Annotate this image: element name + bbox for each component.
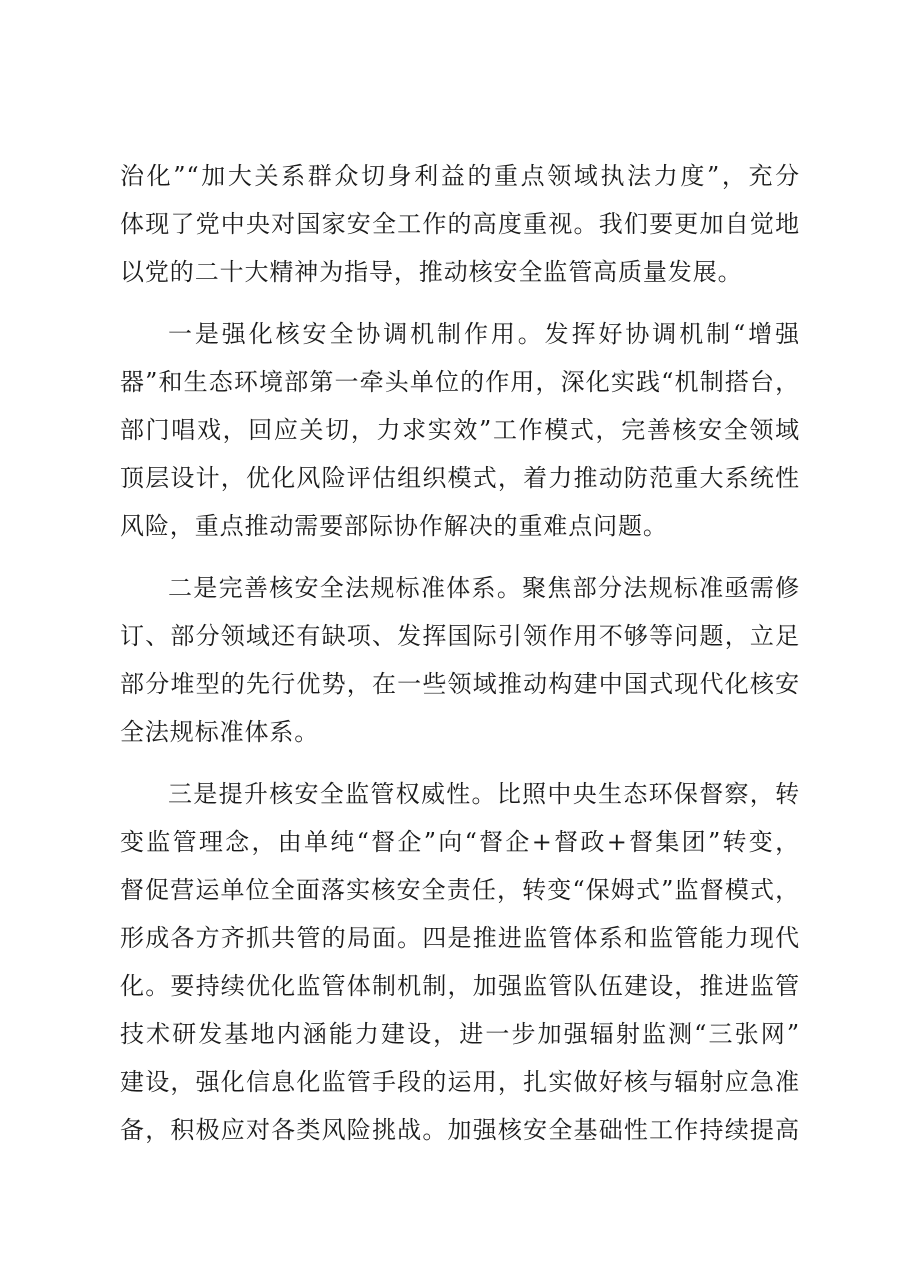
text-line: 器”和生态环境部第一牵头单位的作用，深化实践“机制搭台， [120, 368, 800, 396]
paragraph-coordination-mechanism [120, 310, 800, 550]
text-line: 三是提升核安全监管权威性。比照中央生态环保督察，转 [168, 780, 800, 808]
text-line: 治化”“加大关系群众切身利益的重点领域执法力度”，充分 [120, 162, 800, 190]
text-line: 体现了党中央对国家安全工作的高度重视。我们要更加自觉地 [120, 210, 800, 238]
document-body [120, 152, 800, 1168]
text-line: 化。要持续优化监管体制机制，加强监管队伍建设，推进监管 [120, 972, 800, 1000]
paragraph-supervision-authority [120, 770, 800, 1154]
text-line: 部分堆型的先行优势，在一些领域推动构建中国式现代化核安 [120, 670, 800, 698]
text-line: 订、部分领域还有缺项、发挥国际引领作用不够等问题，立足 [120, 622, 800, 650]
text-line: 备，积极应对各类风险挑战。加强核安全基础性工作持续提高 [120, 1116, 800, 1144]
text-line: 全法规标准体系。 [120, 718, 320, 746]
text-line: 形成各方齐抓共管的局面。四是推进监管体系和监管能力现代 [120, 924, 800, 952]
text-line: 一是强化核安全协调机制作用。发挥好协调机制“增强 [168, 320, 800, 348]
text-line: 风险，重点推动需要部际协作解决的重难点问题。 [120, 512, 668, 540]
text-line: 建设，强化信息化监管手段的运用，扎实做好核与辐射应急准 [120, 1068, 800, 1096]
text-line: 顶层设计，优化风险评估组织模式，着力推动防范重大系统性 [120, 464, 800, 492]
text-line: 技术研发基地内涵能力建设，进一步加强辐射监测“三张网” [120, 1020, 800, 1048]
text-line: 部门唱戏，回应关切，力求实效”工作模式，完善核安全领域 [120, 416, 800, 444]
text-line: 以党的二十大精神为指导，推动核安全监管高质量发展。 [120, 258, 743, 286]
text-line: 变监管理念，由单纯“督企”向“督企+督政+督集团”转变， [120, 828, 800, 856]
text-line: 督促营运单位全面落实核安全责任，转变“保姆式”监督模式， [120, 876, 800, 904]
paragraph-regulations-standards [120, 564, 800, 756]
text-line: 二是完善核安全法规标准体系。聚焦部分法规标准亟需修 [168, 574, 800, 602]
paragraph-intro [120, 152, 800, 296]
